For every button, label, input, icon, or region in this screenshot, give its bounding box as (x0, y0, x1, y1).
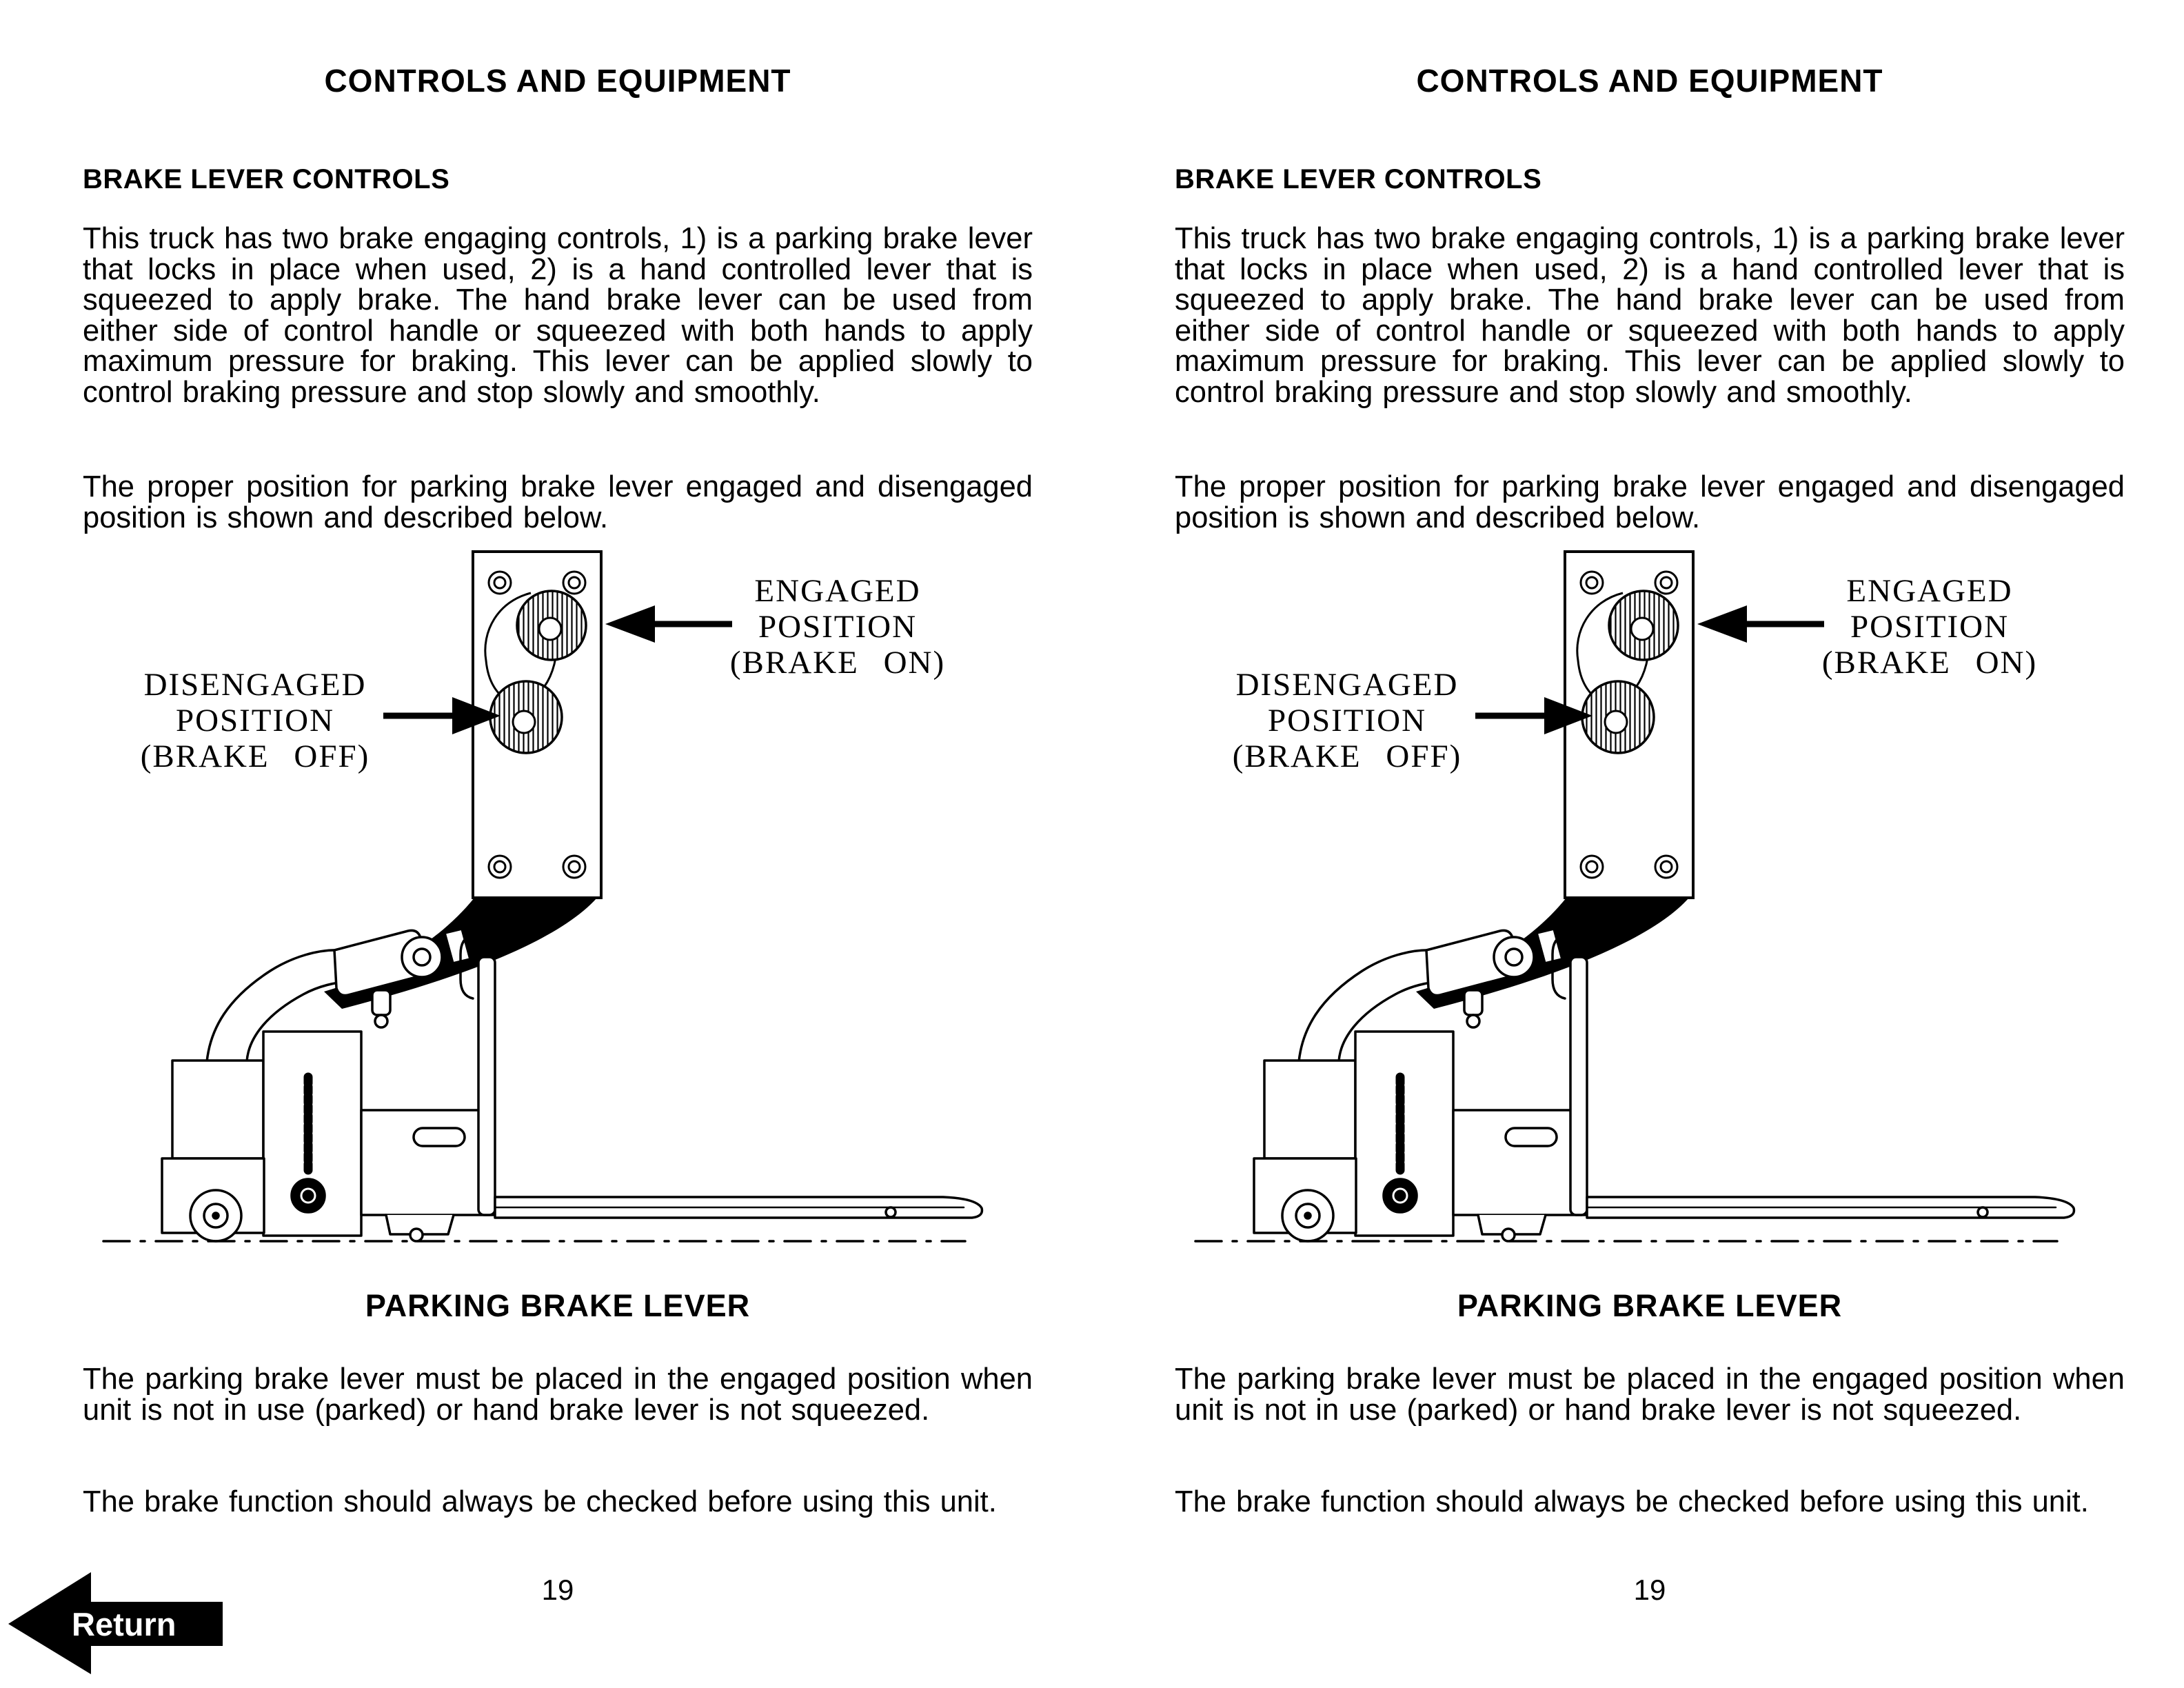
figure-caption: PARKING BRAKE LEVER (365, 1288, 751, 1323)
fork-tip-roller (1978, 1207, 1988, 1217)
caster-wheel (1502, 1229, 1515, 1241)
parking-brake-figure (1092, 538, 2184, 1255)
brake-plate (473, 552, 601, 898)
body-paragraph-1: This truck has two brake engaging controls, 1) is a parking brake lever that locks in place when used, 2) is a hand controlled lever that is squeezed to apply brake. The hand brake lever can be used from either side of control handle or squeezed with both hands to apply maximum pressure for braking. This lever can be applied slowly to control braking pressure and stop slowly and smoothly. (1175, 222, 2125, 409)
body-paragraph-4: The brake function should always be checked before using this unit. (1175, 1485, 2089, 1518)
brand-logo (1384, 1179, 1417, 1212)
disengaged-label-line1: DISENGAGED (143, 667, 367, 703)
caster-wheel (410, 1229, 423, 1241)
engaged-label-line3: (BRAKE ON) (729, 645, 946, 681)
engaged-label-line3: (BRAKE ON) (1821, 645, 2038, 681)
return-button-label: Return (72, 1606, 176, 1642)
handle-knob-center (1506, 949, 1522, 965)
backrest-post (1570, 957, 1587, 1215)
engaged-arrowhead (1697, 605, 1747, 643)
page-number: 19 (1633, 1574, 1666, 1606)
engaged-knob-center (539, 618, 561, 640)
chassis-body (1453, 1110, 1586, 1215)
brake-plate (1565, 552, 1693, 898)
battery-box (1264, 1061, 1355, 1158)
engaged-label-line1: ENGAGED (1846, 573, 2013, 609)
chassis-slot (1506, 1128, 1557, 1146)
drive-wheel-axle (1305, 1213, 1311, 1218)
backrest-post (478, 957, 495, 1215)
figure-caption: PARKING BRAKE LEVER (1457, 1288, 1843, 1323)
battery-box (172, 1061, 263, 1158)
trigger-pin (1467, 1015, 1479, 1027)
brake-trigger (372, 990, 390, 1015)
page-number: 19 (541, 1574, 574, 1606)
body-paragraph-3: The parking brake lever must be placed in the engaged position when unit is not in use (parked) or hand brake lever is not squeezed. (1175, 1363, 2125, 1427)
disengaged-label-line1: DISENGAGED (1235, 667, 1459, 703)
page-title: CONTROLS AND EQUIPMENT (324, 63, 791, 99)
body-paragraph-2: The proper position for parking brake lever engaged and disengaged position is shown and described below. (83, 470, 1033, 534)
section-heading: BRAKE LEVER CONTROLS (83, 164, 450, 194)
pallet-truck-drawing (1195, 929, 2074, 1241)
body-paragraph-2: The proper position for parking brake lever engaged and disengaged position is shown and described below. (1175, 470, 2125, 534)
return-button[interactable] (6, 1567, 240, 1684)
disengaged-knob-center (1605, 711, 1627, 733)
parking-brake-figure (0, 538, 1092, 1255)
disengaged-label-line2: POSITION (1267, 703, 1427, 738)
drive-wheel-axle (213, 1213, 219, 1218)
engaged-label-line1: ENGAGED (754, 573, 921, 609)
body-paragraph-3: The parking brake lever must be placed in the engaged position when unit is not in use (parked) or hand brake lever is not squeezed. (83, 1363, 1033, 1427)
handle-knob-center (414, 949, 430, 965)
engaged-label-line2: POSITION (1850, 609, 2010, 645)
brand-logo (292, 1179, 325, 1212)
pallet-truck-drawing (103, 929, 982, 1241)
disengaged-knob-center (513, 711, 535, 733)
engaged-arrowhead (605, 605, 655, 643)
section-heading: BRAKE LEVER CONTROLS (1175, 164, 1542, 194)
chassis-body (361, 1110, 494, 1215)
engaged-knob-center (1631, 618, 1653, 640)
disengaged-label-line3: (BRAKE OFF) (1232, 738, 1462, 774)
brake-trigger (1464, 990, 1482, 1015)
page-title: CONTROLS AND EQUIPMENT (1416, 63, 1883, 99)
body-paragraph-1: This truck has two brake engaging controls, 1) is a parking brake lever that locks in place when used, 2) is a hand controlled lever that is squeezed to apply brake. The hand brake lever can be used from either side of control handle or squeezed with both hands to apply maximum pressure for braking. This lever can be applied slowly to control braking pressure and stop slowly and smoothly. (83, 222, 1033, 409)
page-right (1092, 0, 2184, 1688)
body-paragraph-4: The brake function should always be checked before using this unit. (83, 1485, 997, 1518)
chassis-slot (414, 1128, 465, 1146)
engaged-label-line2: POSITION (758, 609, 918, 645)
disengaged-label-line3: (BRAKE OFF) (140, 738, 370, 774)
fork-tip-roller (886, 1207, 896, 1217)
disengaged-label-line2: POSITION (175, 703, 335, 738)
trigger-pin (375, 1015, 387, 1027)
